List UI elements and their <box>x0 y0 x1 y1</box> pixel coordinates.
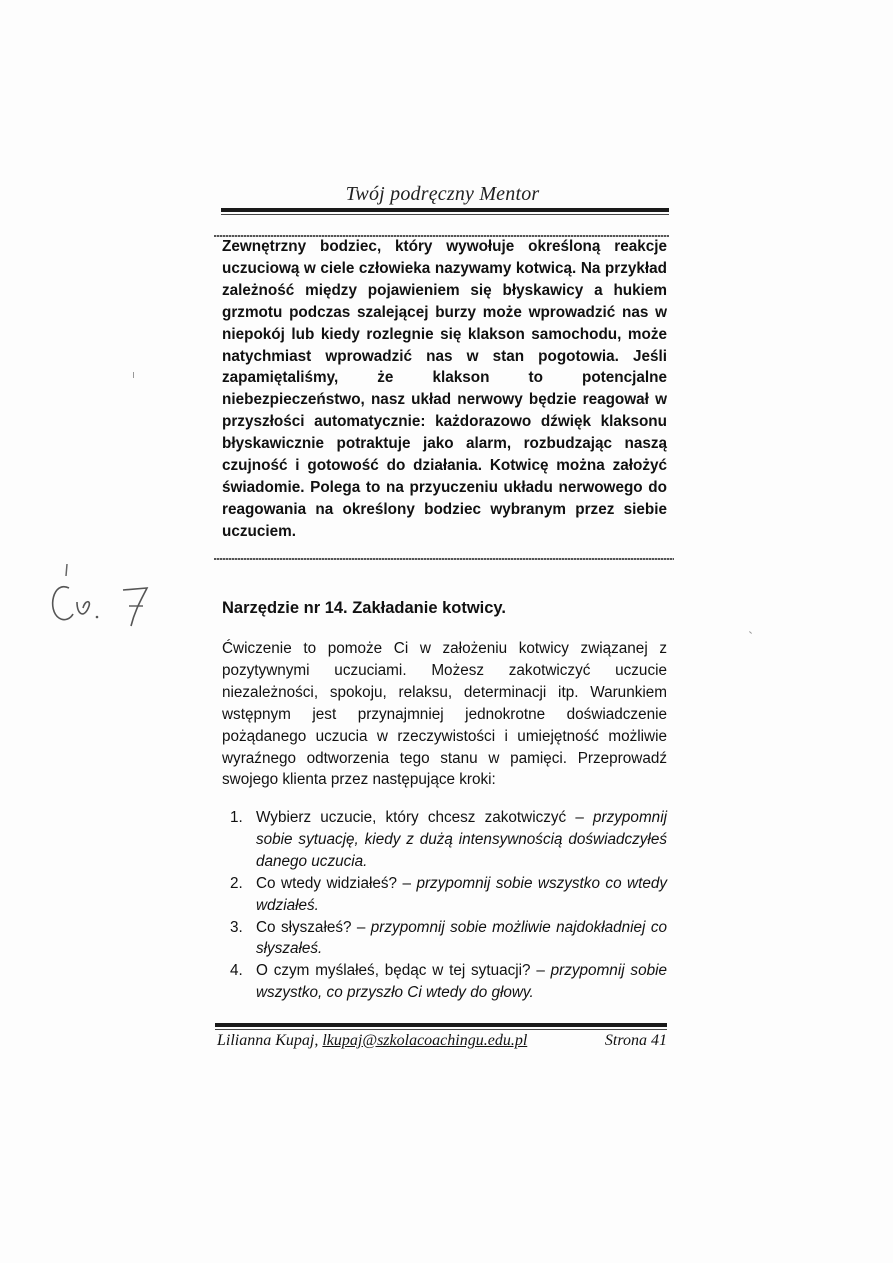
step-number: 3. <box>230 918 243 936</box>
steps-list <box>222 807 667 1004</box>
list-item <box>222 807 667 873</box>
list-item <box>222 873 667 917</box>
footer-author <box>217 1032 527 1050</box>
page-footer <box>217 1032 667 1050</box>
step-instruction: przypomnij sobie sytuację, kiedy z dużą intensywnością doświadczyłeś danego uczucia. <box>256 809 667 870</box>
box-bottom-border <box>214 558 674 560</box>
intro-text: Ćwiczenie to pomoże Ci w założeniu kotwicy związanej z pozytywnymi uczuciami. Możesz zakotwiczyć uczucie niezależności, spokoju, relaksu, determinacji itp. Warunkiem wstępnym jest przynajmniej jednokrotne doświadczenie pożądanego uczucia w rzeczywistości i umiejętność możliwie wyraźnego odtworzenia tego stanu w pamięci. Przeprowadź swojego klienta przez następujące kroki: <box>222 640 667 789</box>
step-text: O czym myślałeś, będąc w tej sytuacji? – <box>256 962 551 980</box>
step-number: 4. <box>230 962 243 980</box>
running-header-title: Twój podręczny Mentor <box>345 183 540 205</box>
step-text: Co słyszałeś? – <box>256 918 371 936</box>
step-number: 1. <box>230 809 243 826</box>
step-text: Co wtedy widziałeś? – <box>256 874 417 892</box>
author-name: Lilianna Kupaj, <box>217 1032 323 1049</box>
page-number: Strona 41 <box>604 1032 667 1049</box>
footer-rule <box>215 1023 667 1027</box>
step-number: 2. <box>230 874 243 892</box>
scan-speck <box>749 631 752 634</box>
header-rule <box>221 208 669 212</box>
header-rule-thin <box>221 214 669 215</box>
footer-rule-thin <box>215 1029 667 1030</box>
list-item <box>222 917 667 961</box>
definition-box <box>222 236 667 543</box>
step-text: Wybierz uczucie, który chcesz zakotwiczyć – <box>256 809 594 826</box>
scan-speck <box>133 372 134 378</box>
list-item <box>222 960 667 1004</box>
author-email-link[interactable]: lkupaj@szkolacoachingu.edu.pl <box>322 1032 528 1049</box>
section-title: Narzędzie nr 14. Zakładanie kotwicy. <box>222 599 506 617</box>
step-instruction: przypomnij sobie wszystko co wtedy wdziałeś. <box>256 874 667 914</box>
handwritten-note-icon <box>45 560 175 630</box>
definition-text: Zewnętrzny bodziec, który wywołuje określoną reakcje uczuciową w ciele człowieka nazywamy kotwicą. Na przykład zależność między pojawieniem się błyskawicy a hukiem grzmotu podczas szalejącej burzy może wprowadzić nas w niepokój lub kiedy rozlegnie się klakson samochodu, może natychmiast wprowadzić nas w stan pogotowia. Jeśli zapamiętaliśmy, że klakson to potencjalne niebezpieczeństwo, nasz układ nerwowy będzie reagował w przyszłości automatycznie: każdorazowo dźwięk klaksonu błyskawicznie potraktuje jako alarm, rozbudzając naszą czujność i gotowość do działania. Kotwicę można założyć świadomie. Polega to na przyuczeniu układu nerwowego do reagowania na określony bodziec wybranym przez siebie uczuciem. <box>222 238 667 540</box>
step-instruction: przypomnij sobie możliwie najdokładniej co słyszałeś. <box>256 918 667 958</box>
step-instruction: przypomnij sobie wszystko, co przyszło Ci wtedy do głowy. <box>256 962 667 1002</box>
section-intro <box>222 638 667 791</box>
